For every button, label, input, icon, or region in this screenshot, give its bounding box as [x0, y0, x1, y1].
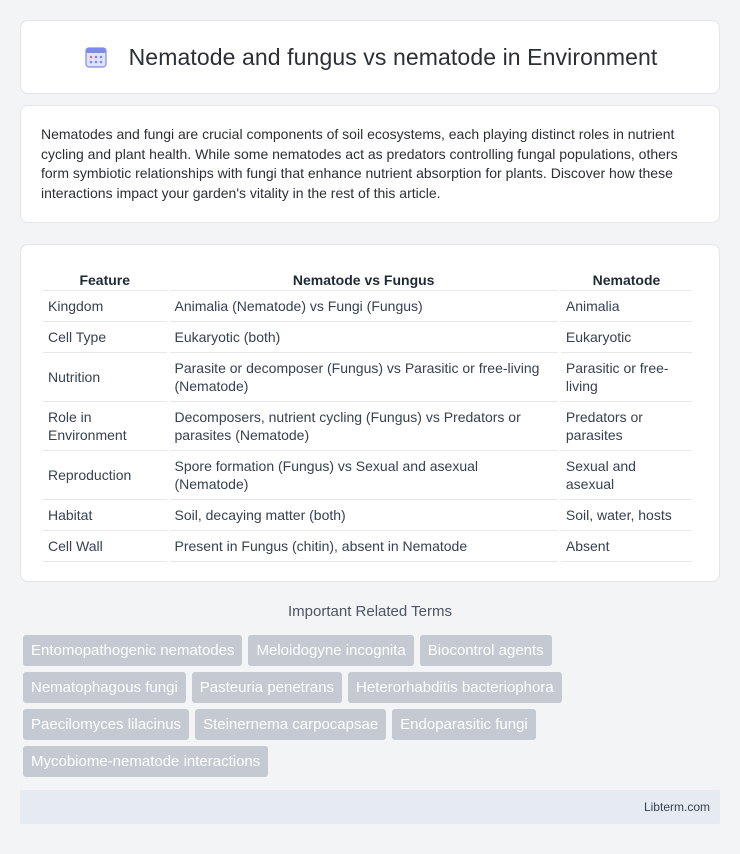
tag-row [23, 746, 723, 777]
table-cell: Present in Fungus (chitin), absent in Nematode [170, 531, 558, 562]
tag-meloidogyne-incognita[interactable]: Meloidogyne incognita [248, 635, 413, 666]
tag-paecilomyces-lilacinus[interactable]: Paecilomyces lilacinus [23, 709, 189, 740]
tag-entomopathogenic-nematodes[interactable]: Entomopathogenic nematodes [23, 635, 242, 666]
table-cell: Animalia (Nematode) vs Fungi (Fungus) [170, 291, 558, 322]
table-cell: Kingdom [43, 291, 167, 322]
column-header-nematode-vs-fungus: Nematode vs Fungus [170, 265, 558, 291]
table-header-row [43, 265, 692, 291]
table-cell: Role in Environment [43, 402, 167, 451]
table-cell: Absent [561, 531, 692, 562]
table-row [43, 353, 692, 402]
table-row [43, 291, 692, 322]
tag-heterorhabditis-bacteriophora[interactable]: Heterorhabditis bacteriophora [348, 672, 562, 703]
intro-card [20, 105, 720, 223]
table-cell: Soil, water, hosts [561, 500, 692, 531]
table-row [43, 531, 692, 562]
tag-endoparasitic-fungi[interactable]: Endoparasitic fungi [392, 709, 536, 740]
table-cell: Eukaryotic [561, 322, 692, 353]
table-cell: Sexual and asexual [561, 451, 692, 500]
table-row [43, 451, 692, 500]
table-cell: Parasitic or free-living [561, 353, 692, 402]
related-terms-list [23, 635, 723, 783]
table-cell: Animalia [561, 291, 692, 322]
table-row [43, 322, 692, 353]
calendar-icon [83, 44, 109, 70]
table-row [43, 500, 692, 531]
page-title: Nematode and fungus vs nematode in Environment [128, 43, 658, 70]
tag-biocontrol-agents[interactable]: Biocontrol agents [420, 635, 552, 666]
related-terms-heading: Important Related Terms [288, 603, 452, 620]
tag-steinernema-carpocapsae[interactable]: Steinernema carpocapsae [195, 709, 386, 740]
table-cell: Eukaryotic (both) [170, 322, 558, 353]
table-row [43, 402, 692, 451]
table-cell: Cell Wall [43, 531, 167, 562]
tag-row [23, 672, 723, 703]
table-cell: Nutrition [43, 353, 167, 402]
table-cell: Decomposers, nutrient cycling (Fungus) vs Predators or parasites (Nematode) [170, 402, 558, 451]
table-cell: Spore formation (Fungus) vs Sexual and asexual (Nematode) [170, 451, 558, 500]
table-cell: Reproduction [43, 451, 167, 500]
tag-row [23, 635, 723, 666]
header-card [20, 20, 720, 94]
comparison-table-card [20, 244, 720, 582]
comparison-table [40, 265, 695, 562]
column-header-feature: Feature [43, 265, 167, 291]
tag-mycobiome-nematode-interactions[interactable]: Mycobiome-nematode interactions [23, 746, 268, 777]
table-cell: Soil, decaying matter (both) [170, 500, 558, 531]
tag-row [23, 709, 723, 740]
tag-pasteuria-penetrans[interactable]: Pasteuria penetrans [192, 672, 342, 703]
footer-site-link[interactable]: Libterm.com [643, 800, 710, 814]
table-cell: Parasite or decomposer (Fungus) vs Parasitic or free-living (Nematode) [170, 353, 558, 402]
table-cell: Cell Type [43, 322, 167, 353]
intro-text: Nematodes and fungi are crucial components of soil ecosystems, each playing distinct roles in nutrient cycling and plant health. While some nematodes act as predators controlling fungal populations, others form symbiotic relationships with fungi that enhance nutrient absorption for plants. Discover how these interactions impact your garden's vitality in the rest of this article. [41, 126, 678, 201]
table-cell: Predators or parasites [561, 402, 692, 451]
table-cell: Habitat [43, 500, 167, 531]
footer [20, 790, 720, 824]
tag-nematophagous-fungi[interactable]: Nematophagous fungi [23, 672, 186, 703]
column-header-nematode: Nematode [561, 265, 692, 291]
